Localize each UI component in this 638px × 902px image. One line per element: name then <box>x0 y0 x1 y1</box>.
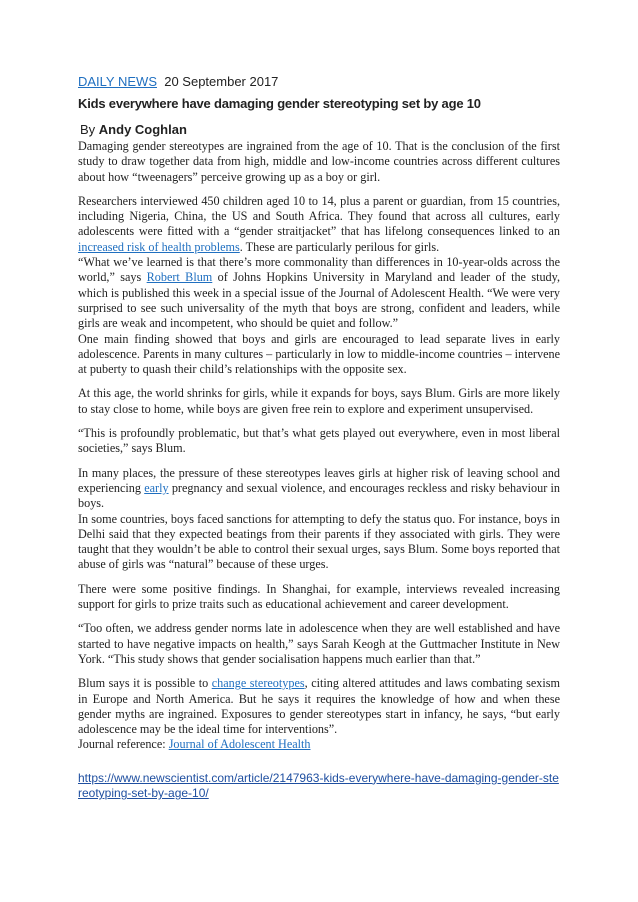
health-problems-link[interactable]: increased risk of health problems <box>78 239 240 254</box>
paragraph: Blum says it is possible to change stereotypes, citing altered attitudes and laws combating sexism in Europe and North America. But he says it requires the knowledge of how and when these gender myths are ingrained. Exposures to gender stereotypes start in infancy, he says, “but early adolescence may be the ideal time for interventions”. <box>78 676 560 737</box>
author-name: Andy Coghlan <box>98 122 187 137</box>
paragraph: Researchers interviewed 450 children aged 10 to 14, plus a parent or guardian, from 15 countries, including Nigeria, China, the US and South Africa. They found that across all cultures, early adolescents were fitted with a “gender straitjacket” that has lifelong consequences linked to an increased risk of health problems. These are particularly perilous for girls. <box>78 193 560 254</box>
paragraph: “This is profoundly problematic, but that’s what gets played out everywhere, even in most liberal societies,” says Blum. <box>78 426 560 456</box>
paragraph: In some countries, boys faced sanctions for attempting to defy the status quo. For instance, boys in Delhi said that they expected beatings from their parents if they associated with girls. They were taught that they wouldn’t be able to control their sexual urges, says Blum. Some boys reported that abuse of girls was “natural” because of these urges. <box>78 511 560 572</box>
paragraph: At this age, the world shrinks for girls, while it expands for boys, says Blum. Girls are more likely to stay close to home, while boys are given free rein to explore and experiment unsupervised. <box>78 386 560 416</box>
article <box>78 74 560 802</box>
paragraph: There were some positive findings. In Shanghai, for example, interviews revealed increasing support for girls to prize traits such as educational achievement and career development. <box>78 581 560 612</box>
dateline <box>78 74 560 90</box>
article-date: 20 September 2017 <box>164 74 279 89</box>
paragraph: Damaging gender stereotypes are ingrained from the age of 10. That is the conclusion of the first study to draw together data from high, middle and low-income countries across different cultures about how “tweenagers” perceive growing up as a boy or girl. <box>78 139 560 184</box>
journal-link[interactable]: Journal of Adolescent Health <box>168 737 311 752</box>
robert-blum-link[interactable]: Robert Blum <box>146 270 213 285</box>
byline-prefix: By <box>80 122 96 137</box>
paragraph: In many places, the pressure of these stereotypes leaves girls at higher risk of leaving school and experiencing early pregnancy and sexual violence, and encourages reckless and risky behaviour in boys. <box>78 465 561 511</box>
daily-news-link[interactable]: DAILY NEWS <box>78 74 157 89</box>
article-body <box>78 139 560 753</box>
source-url-link[interactable]: https://www.newscientist.com/article/2147963-kids-everywhere-have-damaging-gender-stereotyping-set-by-age-10/ <box>78 770 559 801</box>
journal-reference: Journal reference: Journal of Adolescent Health <box>78 737 311 752</box>
byline <box>80 122 560 138</box>
paragraph: “What we’ve learned is that there’s more commonality than differences in 10-year-olds across the world,” says Robert Blum of Johns Hopkins University in Maryland and leader of the study, which is published this week in a special issue of the Journal of Adolescent Health. “We were very surprised to see such universality of the myth that boys are strong, confident and leaders, while girls are weak and incompetent, who should be quiet and follow.” <box>78 255 561 331</box>
early-link[interactable]: early <box>144 480 169 495</box>
change-stereotypes-link[interactable]: change stereotypes <box>211 676 305 691</box>
paragraph: One main finding showed that boys and girls are encouraged to lead separate lives in early adolescence. Parents in many cultures – particularly in low to middle-income countries – intervene at puberty to quash their child’s relationships with the opposite sex. <box>78 331 560 377</box>
article-title: Kids everywhere have damaging gender stereotyping set by age 10 <box>78 96 481 111</box>
paragraph: “Too often, we address gender norms late in adolescence when they are well established and have started to have negative impacts on health,” says Sarah Keogh at the Guttmacher Institute in New York. “This study shows that gender socialisation happens much earlier than that.” <box>78 621 560 666</box>
